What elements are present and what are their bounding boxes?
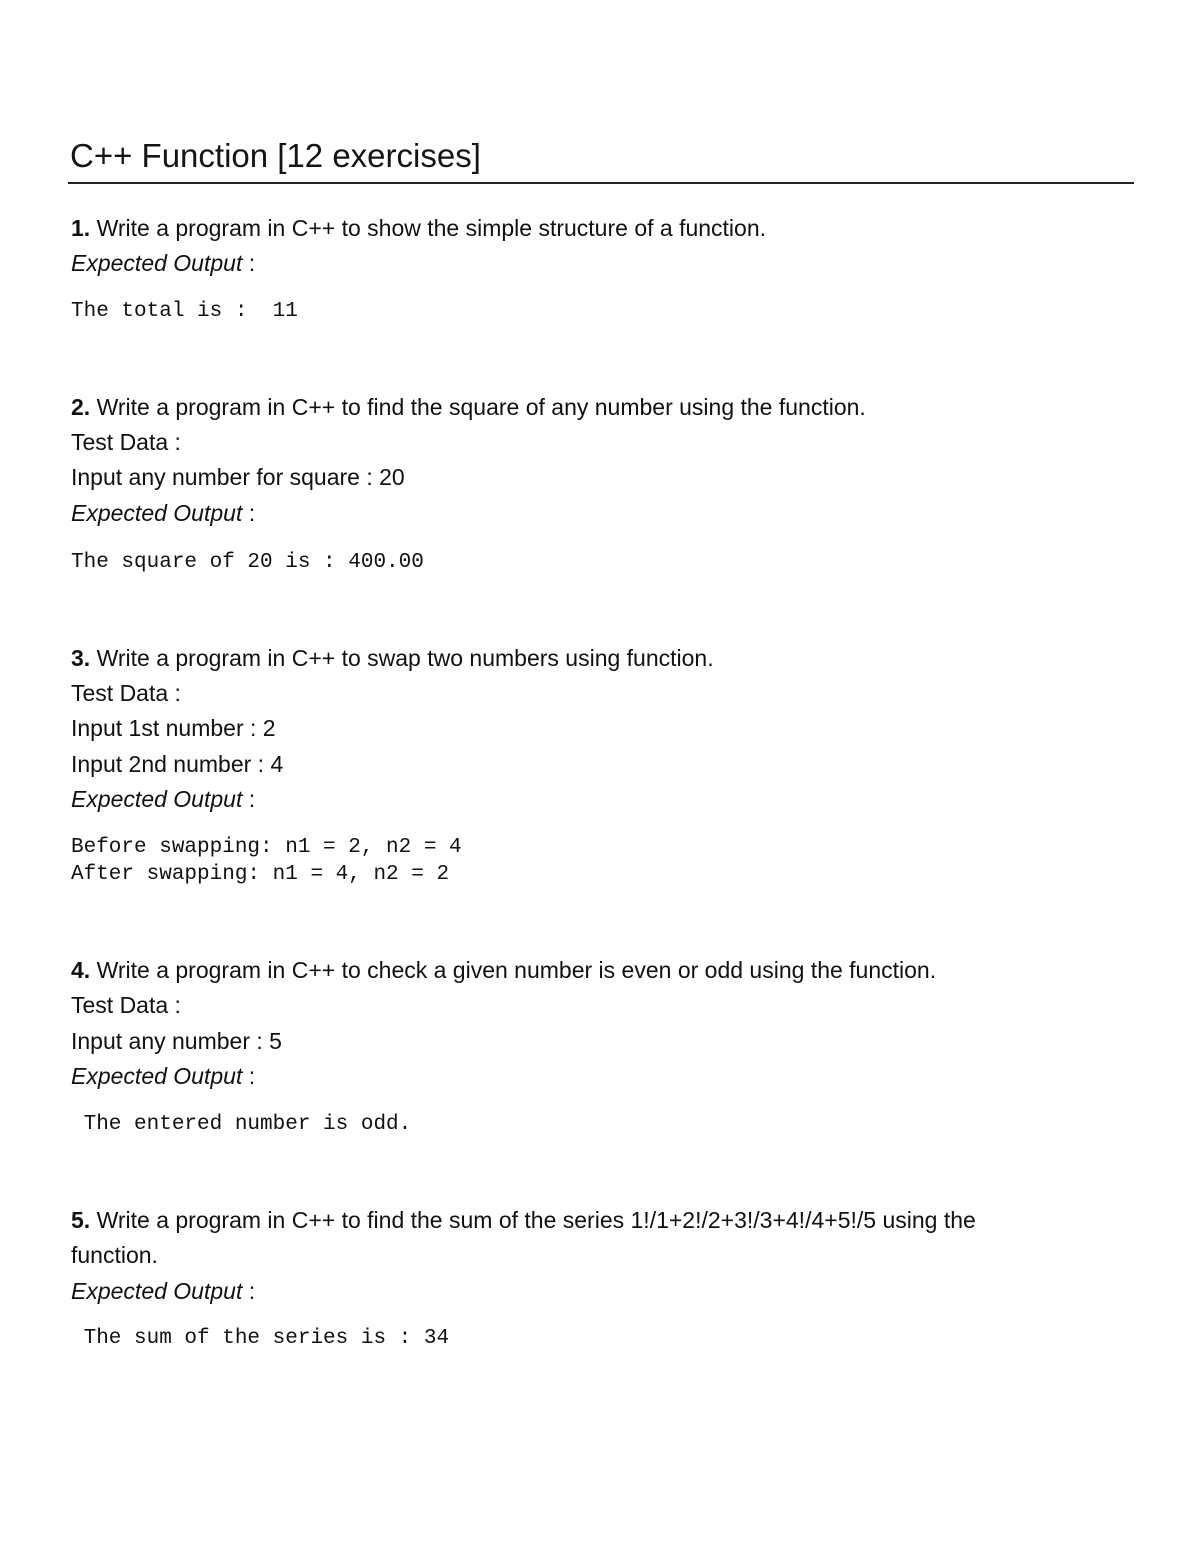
label-colon: :	[242, 1278, 256, 1304]
label-colon: :	[242, 500, 256, 526]
exercise-3-statement	[71, 643, 714, 673]
exercise-number: 2.	[71, 394, 91, 420]
label-colon: :	[242, 1063, 256, 1089]
exercise-3-test-data-label: Test Data :	[71, 680, 181, 706]
exercise-2-statement	[71, 392, 866, 422]
label-colon: :	[242, 250, 256, 276]
exercise-3-test-data-line-1: Input 1st number : 2	[71, 715, 276, 741]
exercise-number: 4.	[71, 957, 91, 983]
exercise-2-test-data-label: Test Data :	[71, 429, 181, 455]
exercise-text: Write a program in C++ to find the square of any number using the function.	[90, 394, 866, 420]
exercise-3-expected-label	[71, 784, 255, 814]
exercise-text: Write a program in C++ to check a given number is even or odd using the function.	[90, 957, 937, 983]
exercise-4-test-data-label: Test Data :	[71, 992, 181, 1018]
exercise-number: 3.	[71, 645, 91, 671]
exercise-4-statement	[71, 955, 936, 985]
page-title: C++ Function [12 exercises]	[70, 137, 481, 174]
exercise-4-expected-label	[71, 1061, 255, 1091]
expected-output-label: Expected Output	[71, 500, 243, 526]
title-underline	[68, 182, 1134, 184]
exercise-number: 1.	[71, 215, 91, 241]
label-colon: :	[242, 786, 256, 812]
exercise-text: Write a program in C++ to find the sum of the series 1!/1+2!/2+3!/3+4!/4+5!/5 using the	[90, 1207, 976, 1233]
exercise-4-test-data-line-1: Input any number : 5	[71, 1028, 282, 1054]
exercise-3-test-data-line-2: Input 2nd number : 4	[71, 751, 284, 777]
exercise-3-output-line-2: After swapping: n1 = 4, n2 = 2	[71, 863, 450, 886]
exercise-text: Write a program in C++ to swap two numbers using function.	[90, 645, 714, 671]
exercise-1-statement	[71, 213, 766, 243]
exercise-5-output-line-1: The sum of the series is : 34	[71, 1327, 450, 1350]
expected-output-label: Expected Output	[71, 1063, 243, 1089]
exercise-4-output-line-1: The entered number is odd.	[71, 1113, 412, 1136]
exercise-1-output-line-1: The total is : 11	[71, 300, 298, 323]
exercise-2-output-line-1: The square of 20 is : 400.00	[71, 551, 424, 574]
expected-output-label: Expected Output	[71, 786, 243, 812]
exercise-5-expected-label	[71, 1276, 255, 1306]
exercise-text: Write a program in C++ to show the simple structure of a function.	[90, 215, 767, 241]
exercise-5-statement-continued: function.	[71, 1242, 158, 1268]
exercise-1-expected-label	[71, 248, 255, 278]
expected-output-label: Expected Output	[71, 250, 243, 276]
exercise-5-statement	[71, 1205, 976, 1235]
exercise-2-test-data-line-1: Input any number for square : 20	[71, 464, 405, 490]
exercise-3-output-line-1: Before swapping: n1 = 2, n2 = 4	[71, 836, 462, 859]
exercise-number: 5.	[71, 1207, 91, 1233]
exercise-2-expected-label	[71, 498, 255, 528]
expected-output-label: Expected Output	[71, 1278, 243, 1304]
